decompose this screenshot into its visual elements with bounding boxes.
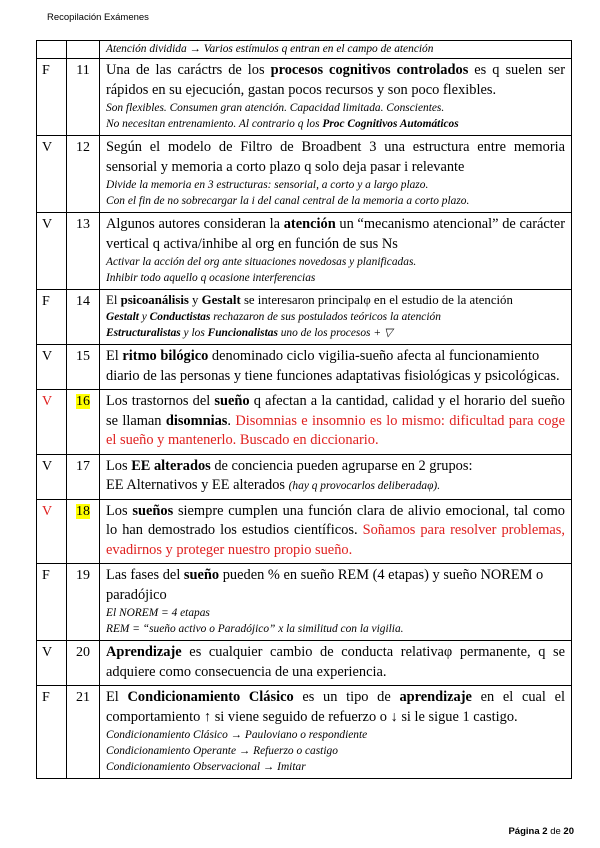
table-row (37, 454, 572, 499)
question-number: 17 (67, 454, 100, 499)
answer-cell: V (37, 136, 67, 213)
statement: Una de las caráctrs de los procesos cognitivos controlados es q suelen ser rápidos en su ejecución, gastan pocos recursos y son poco flexibles. (106, 62, 565, 98)
statement: EE Alternativos y EE alterados (hay q provocarlos deliberadaφ). (106, 477, 441, 493)
question-number: 16 (76, 394, 90, 409)
note: Gestalt y Conductistas rechazaron de sus postulados teóricos la atención (106, 311, 441, 323)
statement: Algunos autores consideran la atención un “mecanismo atencional” de carácter vertical q activa/inhibe al org en función de sus Ns (106, 216, 565, 252)
answer-cell: V (37, 390, 67, 455)
answer-cell: V (37, 454, 67, 499)
note: Son flexibles. Consumen gran atención. Capacidad limitada. Conscientes. (106, 102, 445, 114)
statement: Las fases del sueño pueden % en sueño REM (4 etapas) y sueño NOREM o paradójico (106, 567, 544, 603)
statement: Según el modelo de Filtro de Broadbent 3 una estructura entre memoria sensorial y memoria a corto plazo q solo deja pasar i relevante (106, 139, 565, 175)
question-number: 19 (67, 564, 100, 641)
question-number: 14 (67, 290, 100, 345)
table-row (37, 686, 572, 779)
statement: Los sueños siempre cumplen una función clara de alivio emocional, tal como lo han demostrado los estudios científicos. Soñamos para resolver problemas, evadirnos y proteger nuestro propio sueño. (106, 502, 566, 558)
table-row (37, 499, 572, 564)
answer-cell: V (37, 499, 67, 564)
table-row (37, 213, 572, 290)
table-row (37, 59, 572, 136)
statement: Aprendizaje es cualquier cambio de conducta relativaφ permanente, q se adquiere como consecuencia de una experiencia. (106, 644, 565, 680)
table-row (37, 345, 572, 390)
note: Condicionamiento Observacional → Imitar (106, 761, 306, 773)
red-comment: Disomnias e insomnio es lo mismo: dificultad para coge el sueño y mantenerlo. Buscado en diccionario. (106, 412, 566, 448)
statement: El ritmo bilógico denominado ciclo vigilia-sueño afecta al funcionamiento diario de las personas y tiene funciones adaptativas fisiológicas y psicológicas. (106, 348, 560, 384)
note: Divide la memoria en 3 estructuras: sensorial, a corto y a largo plazo. (106, 179, 429, 191)
answer-cell: F (37, 564, 67, 641)
question-number: 18 (76, 503, 90, 519)
answer-cell: V (37, 213, 67, 290)
statement: Los trastornos del sueño q afectan a la cantidad, calidad y el horario del sueño se llaman disomnias. Disomnias e insomnio es lo mismo: dificultad para coge el sueño y mantenerlo. Buscado en diccionario. (106, 393, 566, 448)
top-note: Atención dividida → Varios estímulos q entran en el campo de atención (106, 43, 434, 55)
note: Condicionamiento Clásico → Pauloviano o respondiente (106, 729, 368, 741)
table-row (37, 41, 572, 59)
note: Estructuralistas y los Funcionalistas uno de los procesos + ▽ (106, 327, 393, 339)
answer-cell: F (37, 686, 67, 779)
note: El NOREM = 4 etapas (106, 607, 210, 619)
page-header: Recopilación Exámenes (47, 12, 149, 23)
question-number: 20 (67, 641, 100, 686)
note: No necesitan entrenamiento. Al contrario q los Proc Cognitivos Automáticos (106, 118, 459, 130)
table-row (37, 136, 572, 213)
table-row (37, 564, 572, 641)
note: Activar la acción del org ante situaciones novedosas y planificadas. (106, 256, 417, 268)
note: Inhibir todo aquello q ocasione interferencias (106, 272, 316, 284)
red-comment: Soñamos para resolver problemas, evadirnos y proteger nuestro propio sueño. (106, 522, 566, 558)
statement: Los EE alterados de conciencia pueden agruparse en 2 grupos: (106, 457, 473, 474)
question-number: 12 (67, 136, 100, 213)
statement: El psicoanálisis y Gestalt se interesaron principalφ en el estudio de la atención (106, 293, 513, 307)
question-number: 11 (67, 59, 100, 136)
question-number: 13 (67, 213, 100, 290)
answer-cell: V (37, 345, 67, 390)
table-row (37, 390, 572, 455)
table-row (37, 290, 572, 345)
question-number: 21 (67, 686, 100, 779)
note: Condicionamiento Operante → Refuerzo o castigo (106, 745, 338, 757)
note: Con el fin de no sobrecargar la i del canal central de la memoria a corto plazo. (106, 195, 470, 207)
table-row (37, 641, 572, 686)
question-number: 15 (67, 345, 100, 390)
answer-cell: F (37, 59, 67, 136)
note: REM = “sueño activo o Paradójico” x la similitud con la vigilia. (106, 623, 404, 635)
answer-cell: V (37, 641, 67, 686)
statement: El Condicionamiento Clásico es un tipo de aprendizaje en el cual el comportamiento ↑ si viene seguido de refuerzo o ↓ si le sigue 1 castigo. (106, 689, 565, 725)
questions-table (36, 40, 572, 779)
answer-cell: F (37, 290, 67, 345)
page-footer: Página 2 de 20 (508, 826, 574, 837)
